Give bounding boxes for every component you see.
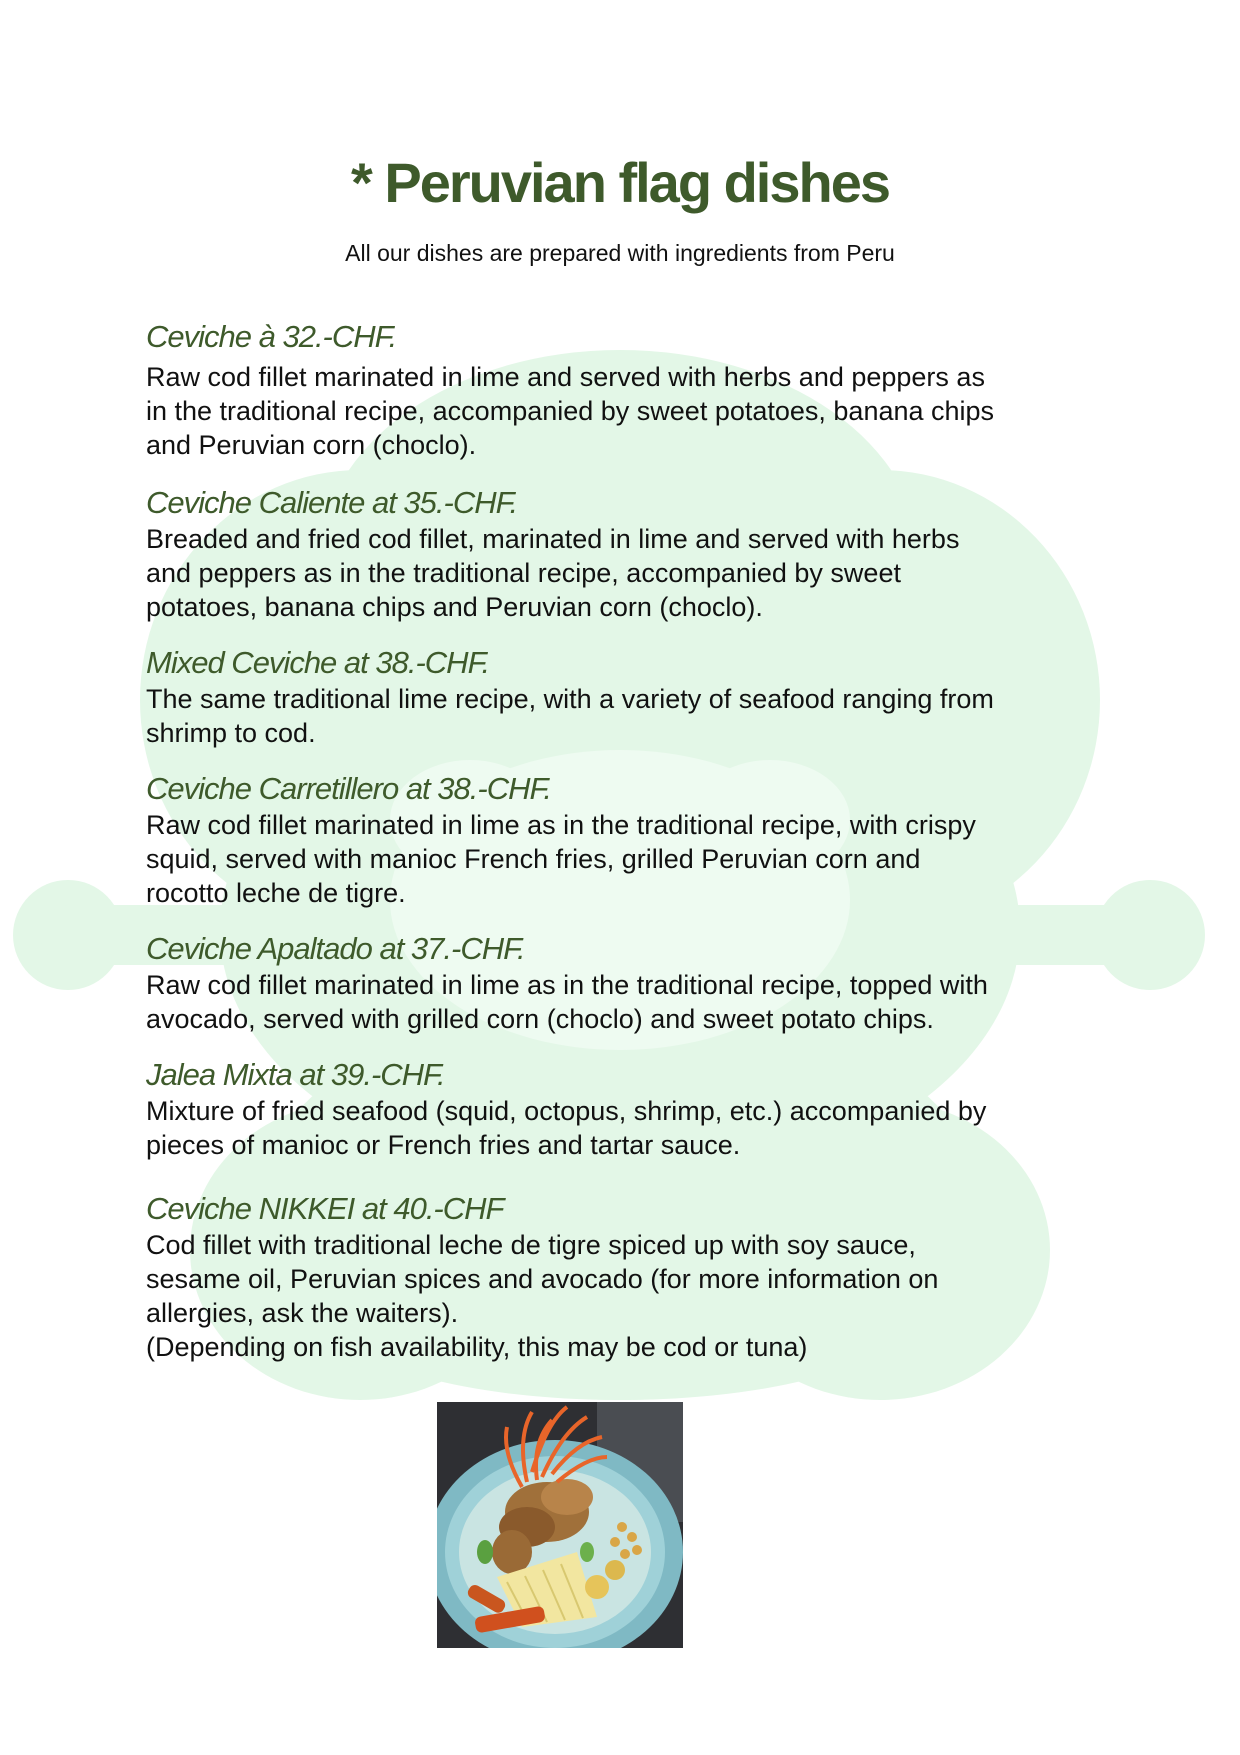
- description-line: sesame oil, Peruvian spices and avocado (for more information on: [146, 1264, 939, 1294]
- dish-description: [146, 682, 1106, 750]
- description-line: (Depending on fish availability, this may be cod or tuna): [146, 1332, 808, 1362]
- description-line: and peppers as in the traditional recipe, accompanied by sweet: [146, 558, 901, 588]
- description-line: shrimp to cod.: [146, 718, 316, 748]
- description-line: Breaded and fried cod fillet, marinated in lime and served with herbs: [146, 524, 960, 554]
- dish-item: [146, 484, 1106, 624]
- description-line: Raw cod fillet marinated in lime as in the traditional recipe, topped with: [146, 970, 988, 1000]
- dish-description: [146, 808, 1106, 910]
- description-line: rocotto leche de tigre.: [146, 878, 406, 908]
- dish-item: [146, 770, 1106, 910]
- description-line: pieces of manioc or French fries and tartar sauce.: [146, 1130, 741, 1160]
- dish-name: Ceviche NIKKEI at 40.-CHF: [146, 1191, 504, 1226]
- description-line: Mixture of fried seafood (squid, octopus, shrimp, etc.) accompanied by: [146, 1096, 987, 1126]
- description-line: Raw cod fillet marinated in lime as in the traditional recipe, with crispy: [146, 810, 976, 840]
- dish-name: Mixed Ceviche at 38.-CHF.: [146, 645, 490, 680]
- description-line: The same traditional lime recipe, with a variety of seafood ranging from: [146, 684, 994, 714]
- dish-description: [146, 1228, 1106, 1364]
- dish-item: [146, 1190, 1106, 1364]
- dish-item: [146, 318, 1106, 462]
- page-title: * Peruvian flag dishes: [351, 151, 889, 214]
- description-line: Cod fillet with traditional leche de tigre spiced up with soy sauce,: [146, 1230, 916, 1260]
- plate-image: [437, 1402, 683, 1648]
- description-line: avocado, served with grilled corn (choclo) and sweet potato chips.: [146, 1004, 934, 1034]
- description-line: Raw cod fillet marinated in lime and served with herbs and peppers as: [146, 362, 985, 392]
- dish-name: Jalea Mixta at 39.-CHF.: [146, 1057, 445, 1092]
- description-line: allergies, ask the waiters).: [146, 1298, 459, 1328]
- dish-item: [146, 644, 1106, 750]
- dish-description: [146, 968, 1106, 1036]
- dish-photo: [437, 1402, 683, 1648]
- dish-name: Ceviche à 32.-CHF.: [146, 319, 397, 354]
- description-line: potatoes, banana chips and Peruvian corn (choclo).: [146, 592, 763, 622]
- description-line: in the traditional recipe, accompanied by sweet potatoes, banana chips: [146, 396, 995, 426]
- dish-item: [146, 930, 1106, 1036]
- dish-name: Ceviche Caliente at 35.-CHF.: [146, 485, 518, 520]
- dish-description: [146, 522, 1106, 624]
- description-line: and Peruvian corn (choclo).: [146, 430, 477, 460]
- dish-name: Ceviche Apaltado at 37.-CHF.: [146, 931, 525, 966]
- dish-description: [146, 1094, 1106, 1162]
- description-line: squid, served with manioc French fries, grilled Peruvian corn and: [146, 844, 921, 874]
- dish-description: [146, 360, 1106, 462]
- page-subtitle: All our dishes are prepared with ingredients from Peru: [345, 240, 895, 266]
- dish-item: [146, 1056, 1106, 1162]
- dish-name: Ceviche Carretillero at 38.-CHF.: [146, 771, 552, 806]
